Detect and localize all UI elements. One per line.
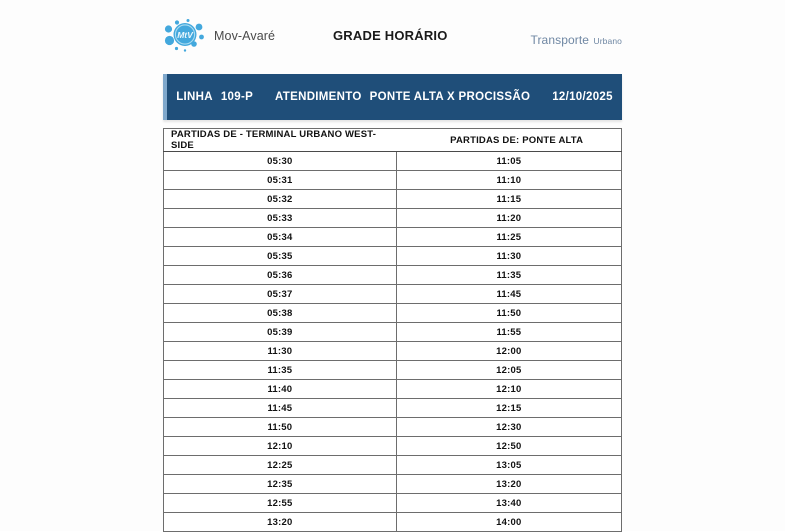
departure-destination-time: 13:05 — [396, 456, 621, 475]
table-header — [164, 129, 622, 152]
line-number: 109-P — [220, 91, 254, 103]
departure-origin-time: 05:32 — [164, 190, 397, 209]
table-row — [164, 437, 622, 456]
svg-text:MtV: MtV — [177, 30, 193, 40]
departure-destination-time: 13:40 — [396, 494, 621, 513]
page-title: GRADE HORÁRIO — [333, 28, 448, 43]
departure-origin-time: 05:31 — [164, 171, 397, 190]
table-row — [164, 228, 622, 247]
table-row — [164, 171, 622, 190]
tagline-main: Transporte — [530, 33, 590, 47]
table-header-cells — [164, 129, 622, 152]
departure-destination-time: 12:30 — [396, 418, 621, 437]
departure-origin-time: 05:35 — [164, 247, 397, 266]
departure-destination-time: 11:10 — [396, 171, 621, 190]
table-row — [164, 513, 622, 532]
service-name: PONTE ALTA X PROCISSÃO — [369, 91, 531, 103]
table-body — [164, 152, 622, 532]
departure-destination-time: 11:35 — [396, 266, 621, 285]
table-row — [164, 418, 622, 437]
table-row — [164, 247, 622, 266]
departure-destination-time: 11:25 — [396, 228, 621, 247]
departure-origin-time: 05:38 — [164, 304, 397, 323]
table-row — [164, 361, 622, 380]
table-row — [164, 285, 622, 304]
table-row — [164, 323, 622, 342]
departure-origin-time: 11:40 — [164, 380, 397, 399]
departure-destination-time: 11:55 — [396, 323, 621, 342]
departure-origin-time: 11:45 — [164, 399, 397, 418]
departure-origin-time: 05:33 — [164, 209, 397, 228]
table-row — [164, 475, 622, 494]
table-row — [164, 152, 622, 171]
line-group — [176, 91, 253, 103]
table-row — [164, 380, 622, 399]
column-header-origin: PARTIDAS DE - TERMINAL URBANO WEST-SIDE — [171, 129, 377, 151]
departure-origin-time: 05:37 — [164, 285, 397, 304]
table-row — [164, 266, 622, 285]
departure-origin-time: 12:10 — [164, 437, 397, 456]
tagline — [530, 31, 622, 49]
column-header-destination: PARTIDAS DE: PONTE ALTA — [450, 134, 584, 146]
departure-origin-time: 05:36 — [164, 266, 397, 285]
line-label: LINHA — [176, 91, 213, 103]
departure-destination-time: 13:20 — [396, 475, 621, 494]
table-row — [164, 494, 622, 513]
departure-destination-time: 12:05 — [396, 361, 621, 380]
departure-origin-time: 13:20 — [164, 513, 397, 532]
departure-origin-time: 05:34 — [164, 228, 397, 247]
departure-destination-time: 11:30 — [396, 247, 621, 266]
departure-origin-time: 11:30 — [164, 342, 397, 361]
departure-destination-time: 12:00 — [396, 342, 621, 361]
departure-origin-time: 11:35 — [164, 361, 397, 380]
departure-origin-time: 12:55 — [164, 494, 397, 513]
departure-destination-time: 11:50 — [396, 304, 621, 323]
route-banner — [163, 74, 622, 120]
table-header-row — [164, 129, 622, 152]
brand-name: Mov-Avaré — [214, 29, 276, 43]
mov-avare-bubbles-logo-icon — [163, 16, 207, 56]
departure-destination-time: 11:20 — [396, 209, 621, 228]
departure-origin-time: 12:25 — [164, 456, 397, 475]
page-masthead — [163, 12, 622, 62]
table-row — [164, 304, 622, 323]
service-label: ATENDIMENTO — [275, 91, 362, 103]
schedule-date: 12/10/2025 — [552, 91, 613, 103]
brand-lockup — [163, 16, 275, 56]
departure-destination-time: 12:10 — [396, 380, 621, 399]
departure-origin-time: 12:35 — [164, 475, 397, 494]
table-row — [164, 190, 622, 209]
departure-destination-time: 14:00 — [396, 513, 621, 532]
departures-table — [163, 128, 622, 532]
departure-origin-time: 11:50 — [164, 418, 397, 437]
departure-destination-time: 11:05 — [396, 152, 621, 171]
tagline-sub: Urbano — [593, 36, 622, 46]
service-group — [275, 91, 530, 103]
departure-origin-time: 05:39 — [164, 323, 397, 342]
departure-origin-time: 05:30 — [164, 152, 397, 171]
departure-destination-time: 11:15 — [396, 190, 621, 209]
table-row — [164, 456, 622, 475]
table-row — [164, 209, 622, 228]
table-row — [164, 399, 622, 418]
departure-destination-time: 12:50 — [396, 437, 621, 456]
departure-destination-time: 12:15 — [396, 399, 621, 418]
departure-destination-time: 11:45 — [396, 285, 621, 304]
table-row — [164, 342, 622, 361]
